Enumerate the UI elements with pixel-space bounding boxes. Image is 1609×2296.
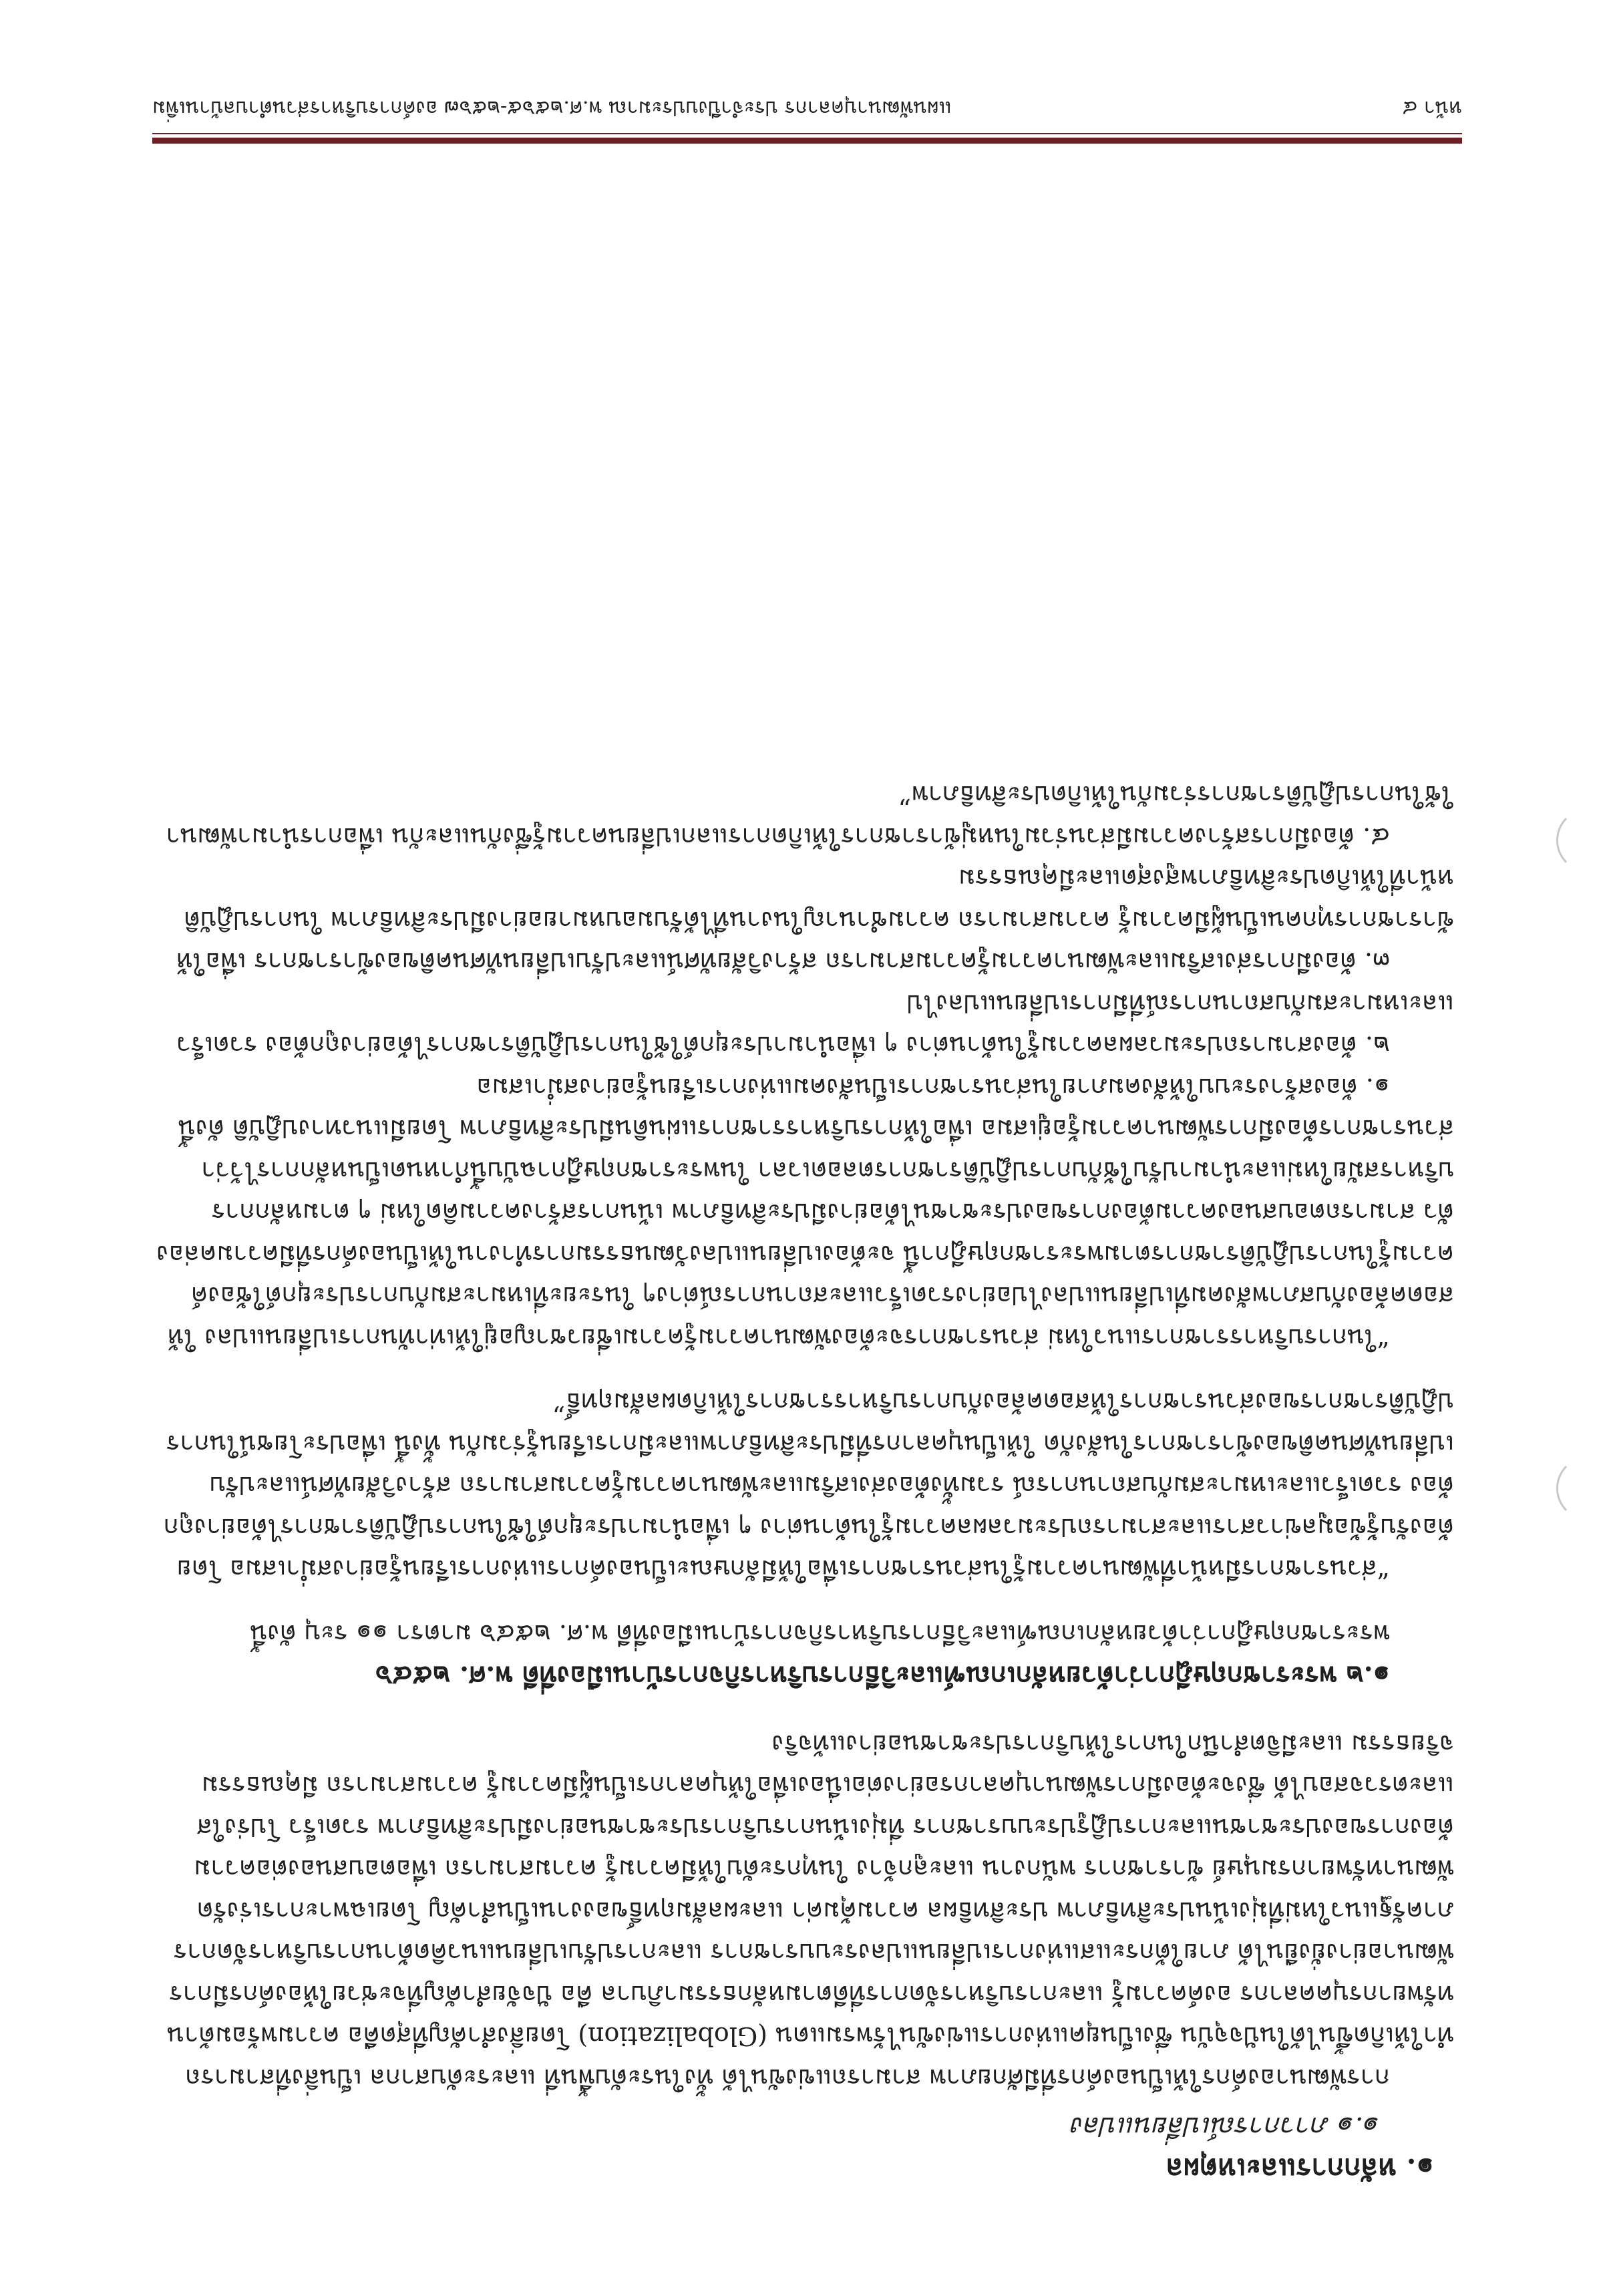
paragraph-2: พระราชกฤษฎีกาว่าด้วยหลักเกณฑ์และวิธีการบริหารกิจการบ้านเมืองที่ดี พ.ศ. ๒๕๔๖ มาตรา ๑๑ ระบุ ดังนี้ <box>250 1619 1390 1649</box>
header-rule-thin <box>152 133 1462 134</box>
header-title: แผนพัฒนาบุคลากร ประจำปีงบประมาณ พ.ศ.๒๕๖๕-๒๕๖๗ องค์การบริหารส่วนตำบลบ้านเพิ่ม <box>152 96 952 120</box>
paragraph-1: การพัฒนาองค์กรให้เป็นองค์กรที่มีศักยภาพ สามารถแข่งขันได้ ทั้งในระดับพื้นที่ และระดับสากล เป็นสิ่งที่สามารถทำให้เกิดขึ้นได้ในปัจจุบัน ซึ่งเป็นยุคแห่งการแข่งขันไร้พรมแดน (Globalization) โดยสิ่งสำคัญที่สุดคือ ความพร้อมด้านทรัพยากรบุคคลากร องค์ความรู้ และการบริหารจัดการที่ดีตามหลักธรรมาภิบาล คือ ปัจจัยสำคัญที่จะช่วยให้องค์กรมีการพัฒนาอย่างยั่งยืนได้ ภายใต้กระแสแห่งการเปลี่ยนแปลงระบบราชการ และการปรับเปลี่ยนแนวคิดด้านการบริหารจัดการภาครัฐแนวใหม่ที่มุ่งเน้นประสิทธิภาพ ประสิทธิผล ความคุ้มค่า และผลสัมฤทธิ์ของงานเป็นสำคัญ โดยเฉพาะการเร่งรัดพัฒนาทรัพยากรมนุษย์ ข้าราชการ พนักงาน และลูกจ้าง ในทุกระดับให้มีความรู้ ความสามารถ เพื่อตอบสนองต่อความต้องการของประชาชนและการปฏิรูประบบราชการ ที่มุ่งเน้นการบริการประชาชนอย่างมีประสิทธิภาพ รวดเร็ว โปร่งใส และตรวจสอบได้ ซึ่งจะต้องมีการพัฒนาบุคลากรอย่างต่อเนื่องเพื่อให้บุคลากรเป็นผู้มีความรู้ ความสามารถ มีคุณธรรม จริยธรรม และมีจิตสำนึกในการให้บริการประชาชนอย่างแท้จริง <box>167 1730 1454 2093</box>
quote-paragraph-1: “ส่วนราชการมีหน้าที่พัฒนาความรู้ในส่วนราชการเพื่อให้มีลักษณะเป็นองค์การแห่งการเรียนรู้อย่างสม่ำเสมอ โดยต้องรับรู้ข้อมูลข่าวสารและสามารถประมวลผลความรู้ในด้านต่าง ๆ เพื่อนำมาประยุกต์ใช้ในการปฏิบัติราชการได้อย่างถูกต้อง รวดเร็วและเหมาะสมกับสถานการณ์ รวมทั้งต้องส่งเสริมและพัฒนาความรู้ความสามารถ สร้างวิสัยทัศน์และปรับเปลี่ยนทัศนคติของข้าราชการในสังกัด ให้เป็นบุคลากรที่มีประสิทธิภาพและมีการเรียนรู้ร่วมกัน ทั้งนี้ เพื่อประโยชน์ในการปฏิบัติราชการของส่วนราชการให้สอดคล้องกับการบริหารราชการให้เกิดผลสัมฤทธิ์” <box>163 1387 1454 1585</box>
page-header <box>152 88 1462 128</box>
section-heading: ๑. หลักการและเหตุผล <box>1166 2152 1434 2185</box>
page-number: หน้า ๔ <box>1402 96 1462 120</box>
quote-paragraph-2: “ในการบริหารราชการแนวใหม่ ส่วนราชการจะต้องพัฒนาความรู้ความเชี่ยวชาญอยู่ให้เท่าทันการเปลี่ยนแปลง ให้สอดคล้องกับสภาพสังคมที่เปลี่ยนแปลงไปอย่างรวดเร็วและสถานการณ์ต่างๆ ในระยะที่เหมาะสมกับการประยุกต์ใช้องค์ความรู้ในการปฏิบัติราชการตามพระราชกฤษฎีกานี้ จะต้องเปลี่ยนแปลงวัฒนธรรมการทำงานให้เป็นองค์กรที่มีความคล่องตัว สามารถตอบสนองความต้องการของประชาชนได้อย่างมีประสิทธิภาพ เน้นการสร้างความคิดใหม่ ๆ ตามหลักการบริหารสมัยใหม่และนำมาปรับใช้กับการปฏิบัติราชการตลอดเวลา ในพระราชกฤษฎีกาฉบับนี้กำหนดเป็นหลักการไว้ว่า ส่วนราชการต้องมีการพัฒนาความรู้อยู่เสมอ เพื่อให้การบริหารราชการแผ่นดินมีประสิทธิภาพ โดยมีแนวทางปฏิบัติ ดังนี้ <box>156 1114 1454 1353</box>
list-item-3: ๓. ต้องมีการส่งเสริมและพัฒนาความรู้ความสามารถ สร้างวิสัยทัศน์และปรับเปลี่ยนทัศนคติของข้าราชการ เพื่อให้ข้าราชการทุกคนเป็นผู้มีความรู้ ความสามารถ ความชำนาญในงานที่ได้รับมอบหมายอย่างมีประสิทธิภาพ ในการปฏิบัติหน้าที่ให้เกิดประสิทธิภาพสูงสุดและมีคุณธรรม <box>176 864 1454 977</box>
document-body <box>152 774 1454 2189</box>
list-item-1: ๑. ต้องสร้างระบบให้สังคมภายในส่วนราชการเป็นสังคมแห่งการเรียนรู้อย่างสม่ำเสมอ <box>476 1073 1390 1102</box>
header-rule-thick <box>152 138 1462 144</box>
list-item-4: ๔. ต้องมีการสร้างความมีส่วนร่วมในหมู่ข้าราชการให้เกิดการแลกเปลี่ยนความรู้ซึ่งกันและกัน เพื่อการนำมาพัฒนาใช้ในการปฏิบัติราชการร่วมกันให้เกิดประสิทธิภาพ” <box>166 780 1454 852</box>
subsection-heading-2: ๑.๒ พระราชกฤษฎีกาว่าด้วยหลักเกณฑ์และวิธีการบริหารกิจการบ้านเมืองที่ดี พ.ศ. ๒๕๔๖ <box>375 1660 1390 1692</box>
list-item-2: ๒. ต้องสามารถประมวลผลความรู้ในด้านต่าง ๆ เพื่อนำมาประยุกต์ใช้ในการปฏิบัติราชการได้อย่างถูกต้อง รวดเร็วและเหมาะสมกับสถานการณ์ที่มีการเปลี่ยนแปลงไป <box>176 989 1454 1061</box>
subsection-heading-1: ๑.๑ ภาวการณ์เปลี่ยนแปลง <box>1071 2111 1381 2142</box>
